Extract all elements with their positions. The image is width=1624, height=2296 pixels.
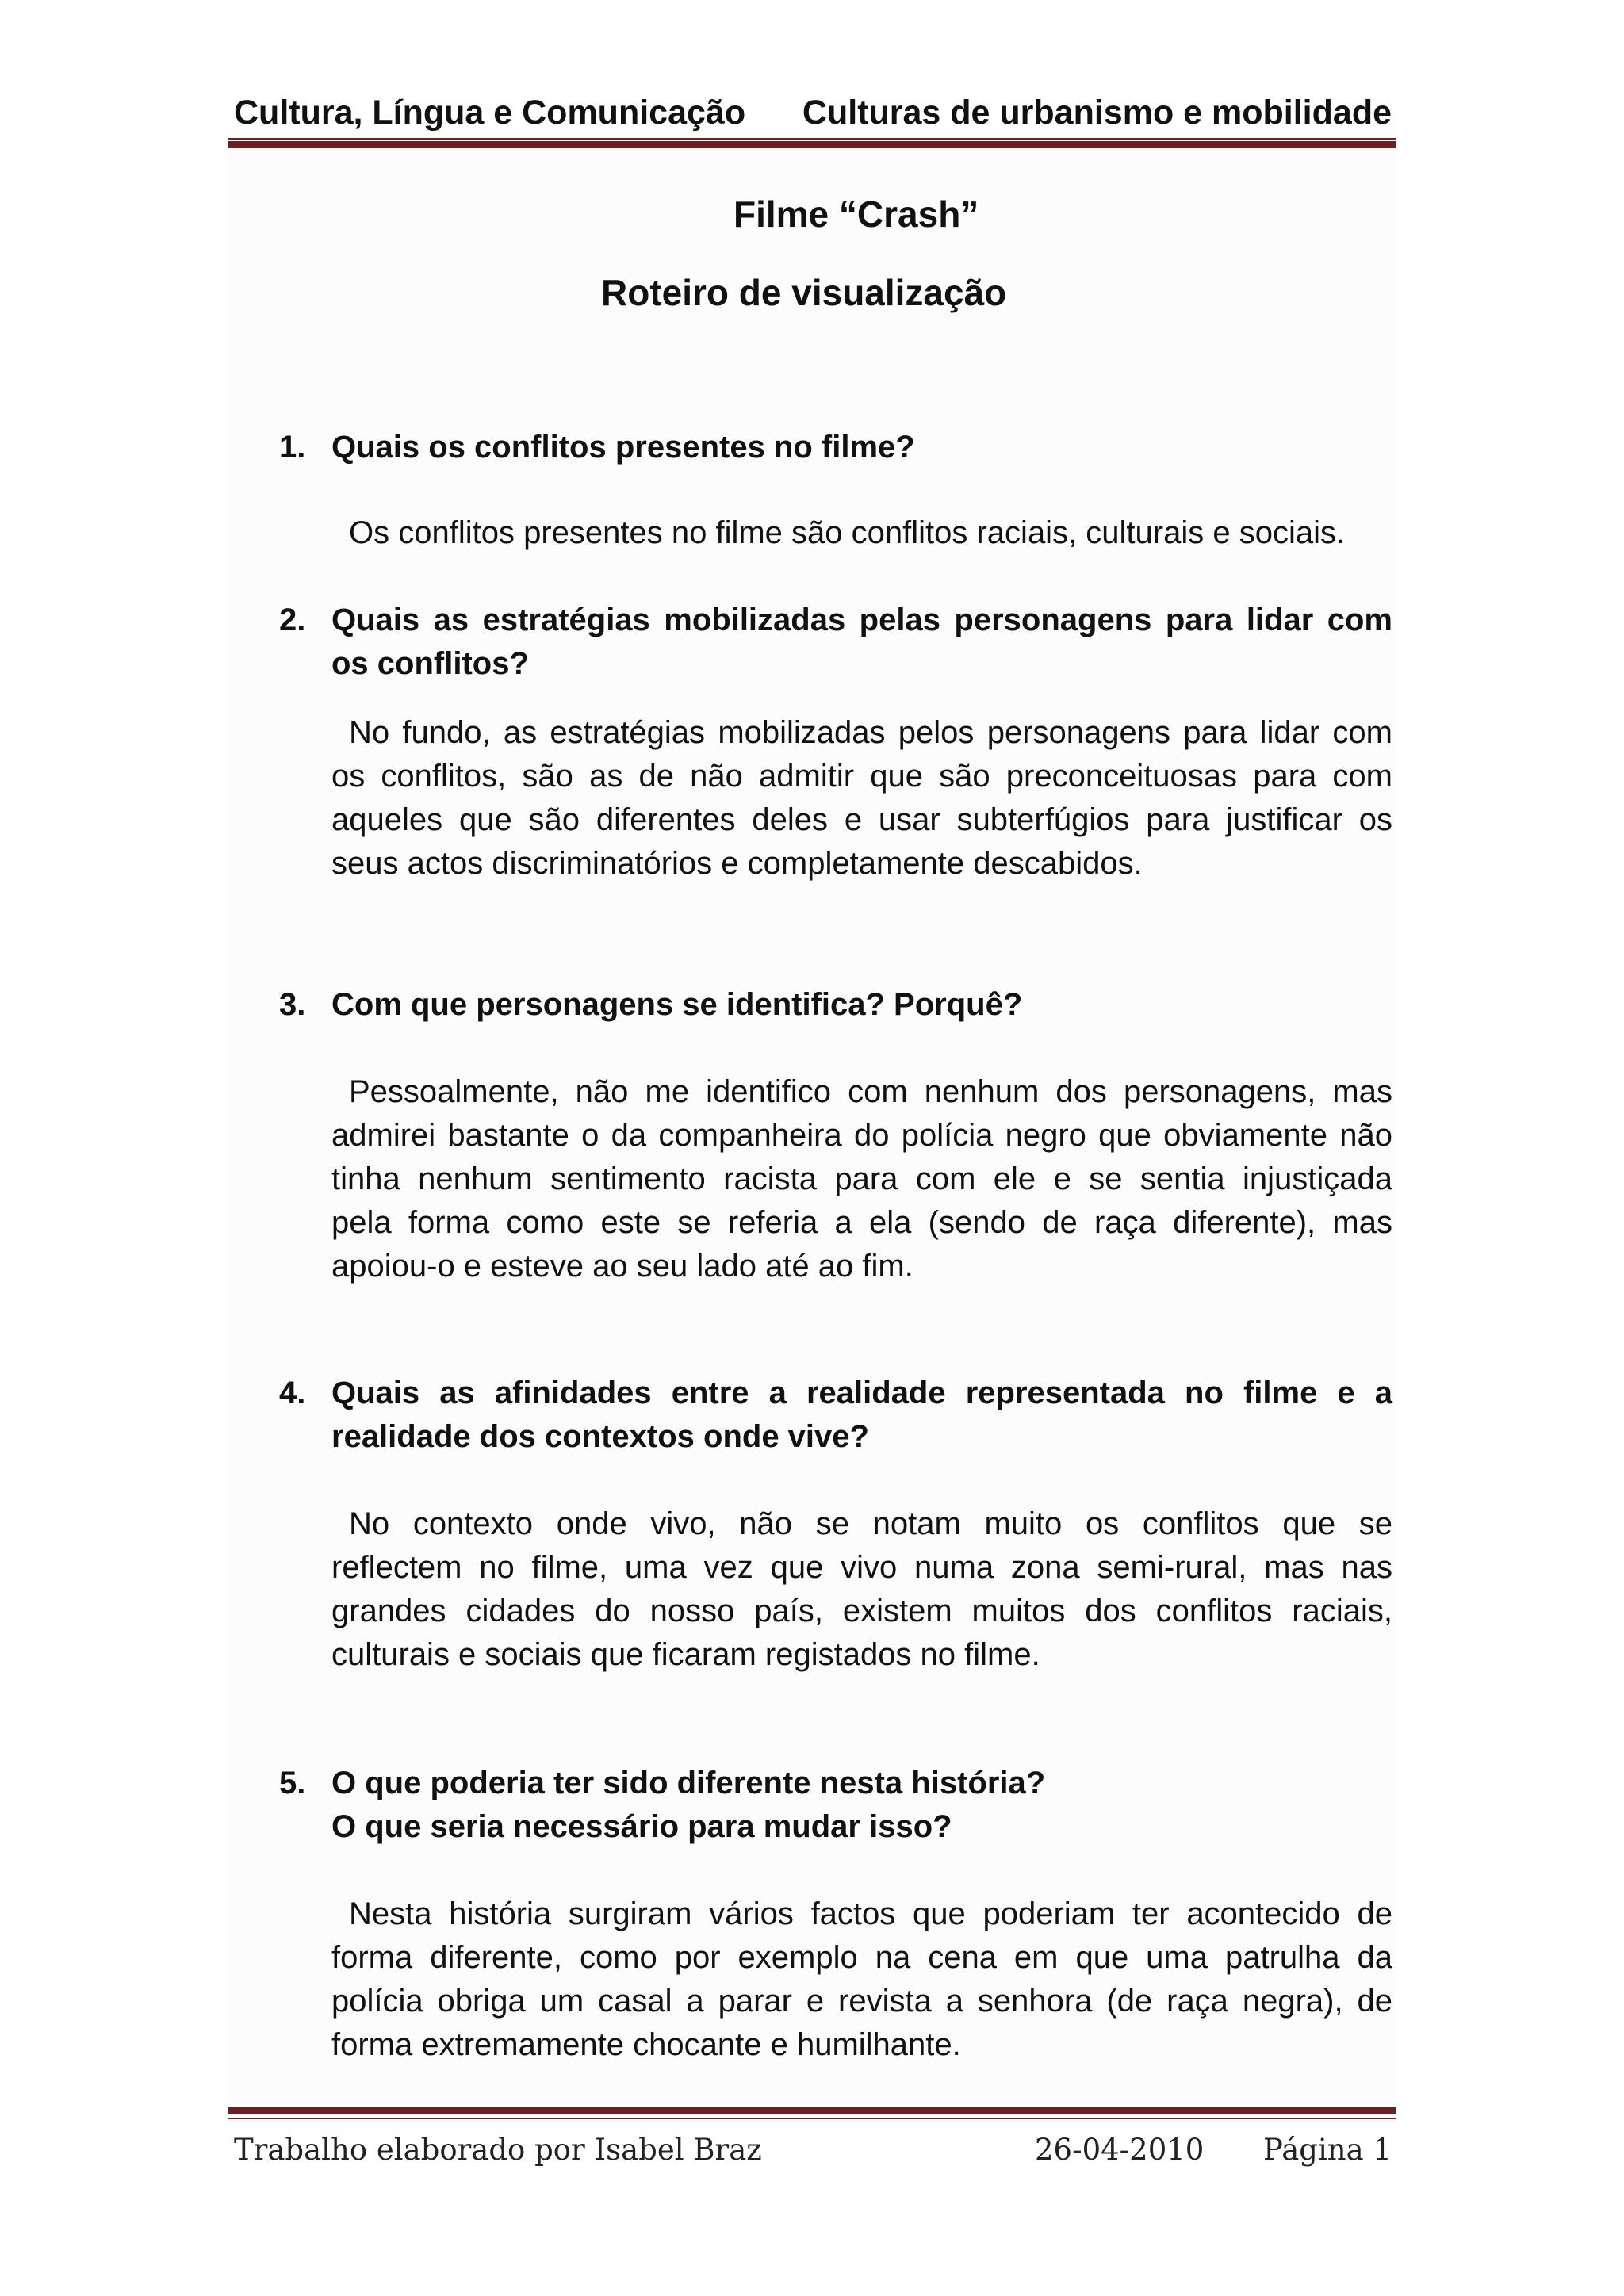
question-text (331, 599, 1392, 686)
answer-paragraph (331, 1070, 1392, 1288)
question-number: 1. (279, 430, 306, 465)
question-line: Quais os conflitos presentes no filme? (331, 430, 915, 465)
question-line: Quais as estratégias mobilizadas pelas personagens para lidar com (331, 603, 1392, 637)
document-title: Filme “Crash” (733, 193, 979, 235)
question-line: O que poderia ter sido diferente nesta história? (331, 1766, 1046, 1800)
question-text (331, 1762, 1392, 1849)
question-number: 3. (279, 987, 306, 1022)
question-number: 5. (279, 1766, 306, 1800)
answer-paragraph (331, 511, 1392, 555)
header-course: Cultura, Língua e Comunicação (234, 94, 746, 132)
answer-line: forma extremamente chocante e humilhante. (331, 2027, 961, 2062)
answer-line: forma diferente, como por exemplo na cena em que uma patrulha da (331, 1940, 1392, 1975)
footer-date: 26-04-2010 (1035, 2133, 1205, 2167)
question-number: 2. (279, 603, 306, 637)
question-number: 4. (279, 1376, 306, 1410)
answer-line: apoiou-o e esteve ao seu lado até ao fim. (331, 1249, 914, 1284)
answer-line: No fundo, as estratégias mobilizadas pelos personagens para lidar com (349, 715, 1392, 750)
header-rule-thick (228, 141, 1396, 148)
answer-line: Os conflitos presentes no filme são conflitos raciais, culturais e sociais. (349, 515, 1346, 550)
question-line: realidade dos contextos onde vive? (331, 1419, 869, 1454)
question-text (331, 1372, 1392, 1459)
answer-paragraph (331, 1892, 1392, 2067)
answer-line: Pessoalmente, não me identifico com nenhum dos personagens, mas (349, 1074, 1392, 1109)
footer-rule-thick (228, 2107, 1396, 2114)
answer-line: tinha nenhum sentimento racista para com ele e se sentia injustiçada (331, 1161, 1392, 1196)
answer-line: culturais e sociais que ficaram registados no filme. (331, 1637, 1040, 1672)
answer-paragraph (331, 711, 1392, 886)
question-line: os conflitos? (331, 646, 529, 681)
page-header (234, 94, 1392, 138)
question-text (331, 983, 1392, 1027)
question-line: Quais as afinidades entre a realidade representada no filme e a (331, 1376, 1392, 1410)
question-line: Com que personagens se identifica? Porquê? (331, 987, 1023, 1022)
question-text (331, 426, 1392, 469)
footer-page-number: Página 1 (1262, 2133, 1392, 2167)
answer-line: admirei bastante o da companheira do polícia negro que obviamente não (331, 1118, 1392, 1153)
footer-rule-thin (228, 2118, 1396, 2119)
answer-line: Nesta história surgiram vários factos que poderiam ter acontecido de (349, 1896, 1392, 1931)
question-line: O que seria necessário para mudar isso? (331, 1809, 952, 1844)
answer-line: No contexto onde vivo, não se notam muito os conflitos que se (349, 1506, 1392, 1541)
answer-line: aqueles que são diferentes deles e usar subterfúgios para justificar os (331, 802, 1392, 837)
answer-paragraph (331, 1502, 1392, 1677)
header-rule-thin (228, 138, 1396, 140)
header-module: Culturas de urbanismo e mobilidade (802, 94, 1392, 132)
document-subtitle: Roteiro de visualização (601, 272, 1007, 313)
answer-line: polícia obriga um casal a parar e revista a senhora (de raça negra), de (331, 1984, 1392, 2019)
answer-line: os conflitos, são as de não admitir que são preconceituosas para com (331, 759, 1392, 794)
answer-line: reflectem no filme, uma vez que vivo numa zona semi-rural, mas nas (331, 1550, 1392, 1585)
page-footer (234, 2133, 1392, 2172)
answer-line: seus actos discriminatórios e completamente descabidos. (331, 846, 1143, 881)
answer-line: pela forma como este se referia a ela (sendo de raça diferente), mas (331, 1205, 1392, 1240)
footer-author: Trabalho elaborado por Isabel Braz (234, 2133, 762, 2167)
answer-line: grandes cidades do nosso país, existem muitos dos conflitos raciais, (331, 1594, 1392, 1628)
